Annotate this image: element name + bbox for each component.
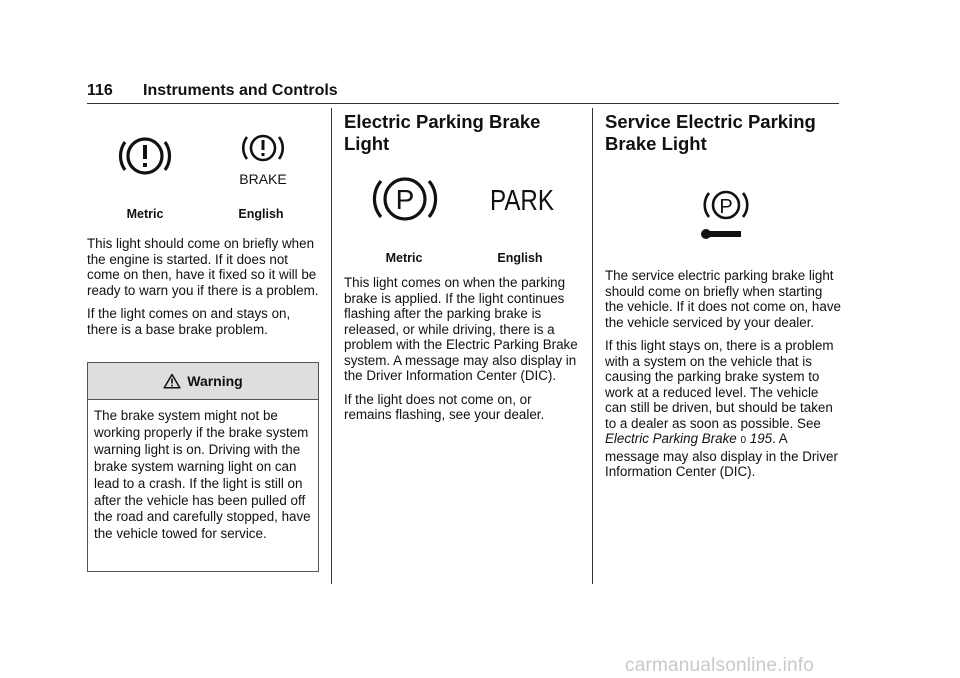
- park-english-icon: [486, 179, 558, 219]
- p-letter: P: [719, 196, 733, 218]
- brake-light-text: [87, 236, 319, 345]
- icon-caption-metric: Metric: [126, 207, 164, 221]
- column-divider-1: [331, 108, 332, 584]
- service-epb-text: [605, 268, 841, 488]
- cross-reference-page[interactable]: 195: [749, 431, 773, 446]
- column-electric-parking-brake-light: [344, 108, 580, 422]
- header-rule: [87, 103, 839, 104]
- park-text: PARK: [490, 185, 555, 217]
- section-heading: Electric Parking Brake Light: [344, 111, 541, 154]
- paragraph: The service electric parking brake light should come on briefly when starting the vehicle. If it does not come on, have the vehicle serviced by your dealer.: [605, 268, 841, 330]
- warning-text: The brake system might not be working properly if the brake system warning light is on. Driving with the brake system warning light on can lead to a crash. If the light is still on after the vehicle has been pulled off the road and carefully stopped, have the vehicle towed for service.: [94, 408, 311, 542]
- paragraph: This light should come on briefly when the engine is started. If it does not come on then, have it fixed so it will be ready to warn you if there is a problem.: [87, 236, 319, 298]
- column-service-epb-light: [605, 108, 841, 479]
- icon-caption-english: English: [497, 251, 543, 265]
- warning-header: [88, 363, 318, 400]
- epb-light-text: [344, 275, 580, 431]
- brake-icons: [87, 108, 319, 228]
- p-letter: P: [395, 184, 415, 215]
- section-heading: Service Electric Parking Brake Light: [605, 111, 816, 154]
- parking-brake-metric-icon: [370, 171, 440, 227]
- warning-title: Warning: [187, 373, 243, 389]
- page-ref-arrow-icon: 0: [740, 435, 747, 446]
- brake-warning-english-icon: [233, 130, 293, 188]
- warning-box: [87, 362, 319, 572]
- service-parking-brake-icon: [695, 184, 755, 242]
- watermark: carmanualsonline.info: [625, 655, 815, 676]
- column-divider-2: [592, 108, 593, 584]
- page-header: [87, 82, 839, 104]
- warning-triangle-icon: [163, 373, 181, 389]
- text-run: If this light stays on, there is a problem with a system on the vehicle that is causing the parking brake system to work at a reduced level. The vehicle can still be driven, but should be taken to a dealer as soon as possible. See: [605, 338, 834, 431]
- icon-caption-metric: Metric: [385, 251, 423, 265]
- brake-icon-label: BRAKE: [239, 171, 287, 187]
- section-title: Instruments and Controls: [143, 82, 338, 99]
- paragraph: If the light comes on and stays on, there is a base brake problem.: [87, 306, 291, 337]
- column-brake-system-light: [87, 108, 319, 542]
- paragraph: If the light does not come on, or remains flashing, see your dealer.: [344, 391, 545, 422]
- brake-warning-metric-icon: [117, 132, 173, 180]
- paragraph: This light comes on when the parking brake is applied. If the light continues flashing after the parking brake is released, or while driving, there is a problem with the Electric Parking Brake system. A message may also display in the Driver Information Center (DIC).: [344, 275, 578, 383]
- parking-icons: [344, 155, 580, 275]
- icon-caption-english: English: [238, 207, 284, 221]
- cross-reference-link[interactable]: Electric Parking Brake: [605, 431, 737, 446]
- text-run: . A message may also display in the Driver Information Center (DIC).: [605, 431, 838, 479]
- page-number: 116: [87, 82, 113, 99]
- paragraph: [605, 338, 841, 480]
